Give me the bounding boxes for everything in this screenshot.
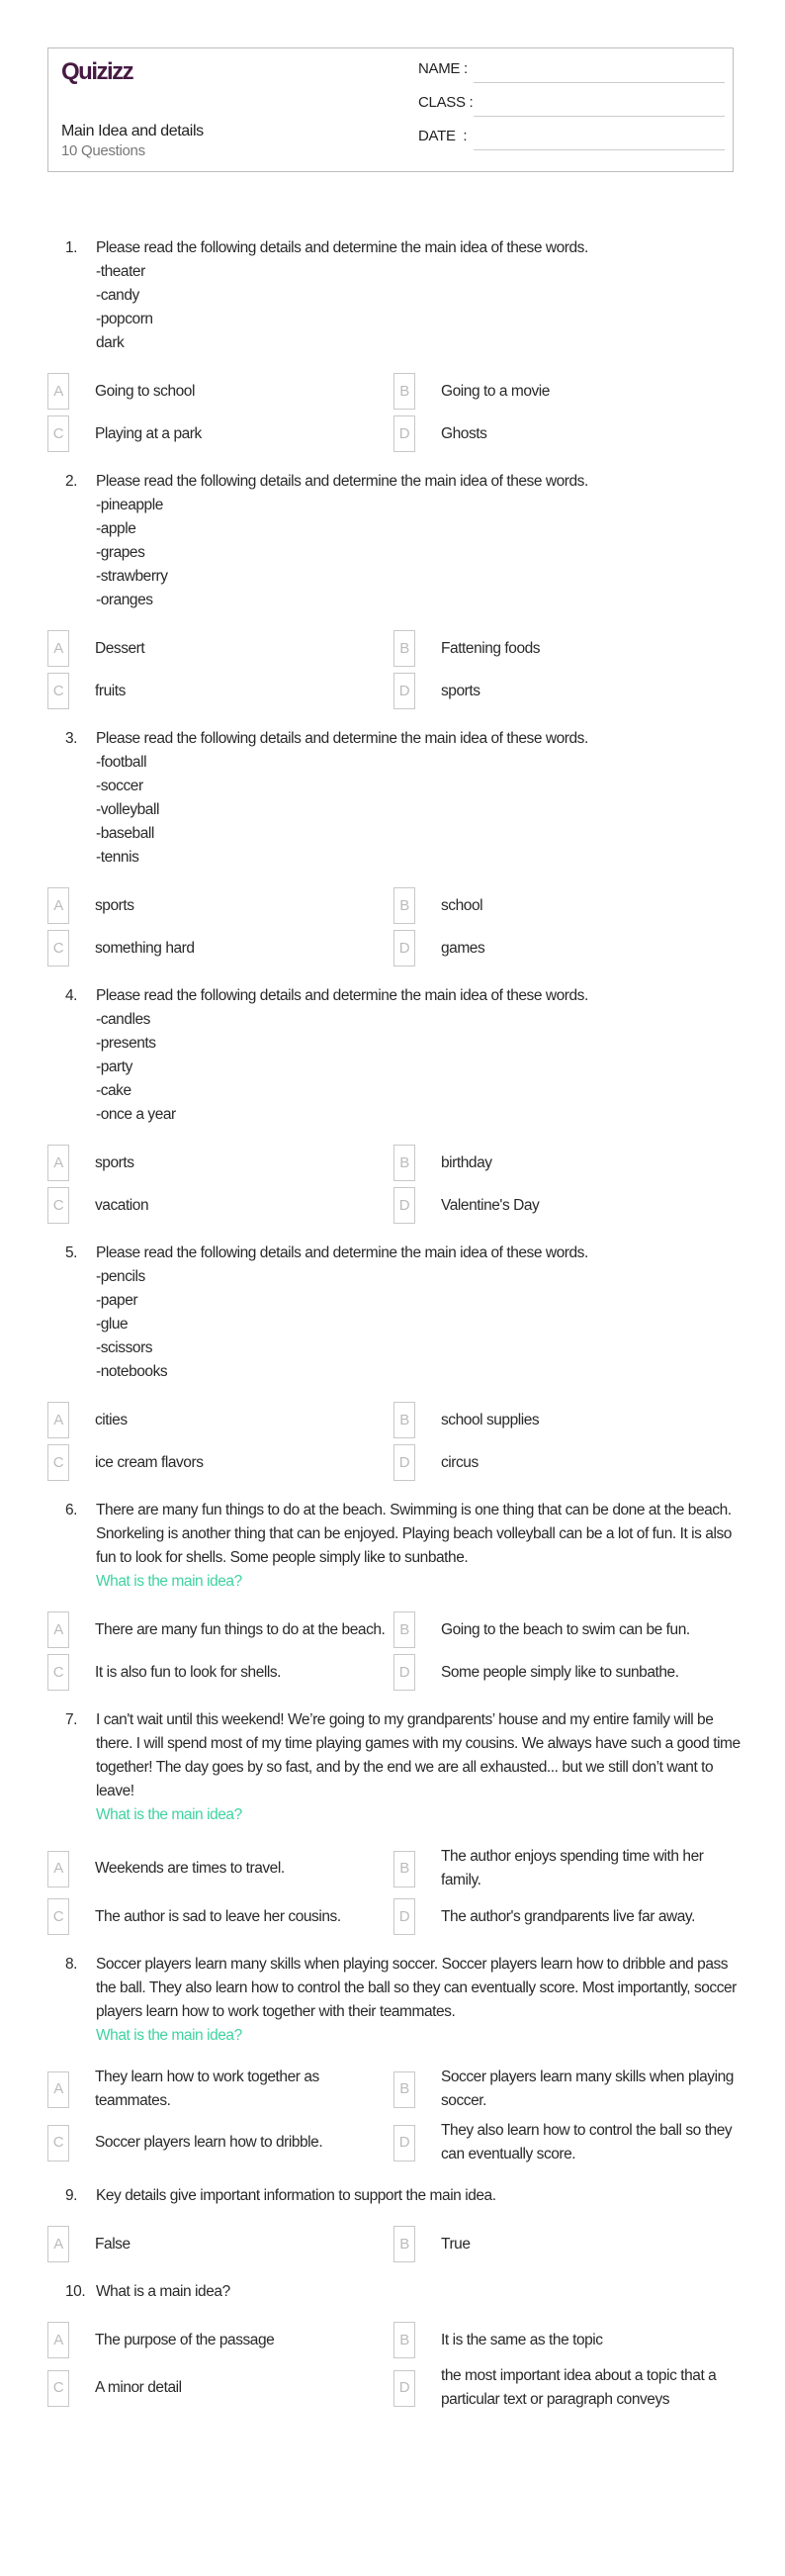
answer-options <box>47 2322 741 2412</box>
option-text: The author is sad to leave her cousins. <box>95 1907 341 1925</box>
answer-option-c[interactable] <box>47 2119 393 2166</box>
option-text: There are many fun things to do at the beach. <box>95 1620 386 1638</box>
option-letter-box[interactable]: C <box>47 1654 69 1691</box>
name-label: NAME : <box>418 60 468 77</box>
option-text: They also learn how to control the ball so they can eventually score. <box>441 2122 733 2162</box>
option-text: Fattening foods <box>441 639 541 657</box>
answer-option-c[interactable] <box>47 930 393 966</box>
option-letter-box[interactable]: C <box>47 1187 69 1224</box>
option-letter-box[interactable]: C <box>47 930 69 966</box>
question-text: Please read the following details and determine the main idea of these words. -pencils -paper -glue -scissors -notebooks <box>96 1244 588 1380</box>
option-letter-box[interactable]: D <box>393 673 415 709</box>
option-text: sports <box>95 1153 134 1171</box>
answer-options <box>47 887 741 966</box>
question-count: 10 Questions <box>61 142 145 159</box>
answer-option-d[interactable] <box>393 1187 741 1224</box>
question-prompt: What is the main idea? <box>96 1806 242 1823</box>
question-body <box>96 2184 741 2208</box>
answer-option-c[interactable] <box>47 1187 393 1224</box>
answer-option-b[interactable] <box>393 2066 741 2113</box>
option-letter-box[interactable]: B <box>393 1402 415 1438</box>
question-number <box>47 470 96 612</box>
option-letter-box[interactable]: D <box>393 415 415 452</box>
question-body <box>96 1953 741 2048</box>
class-line[interactable] <box>474 116 725 117</box>
question <box>47 984 741 1127</box>
option-text: ice cream flavors <box>95 1453 204 1471</box>
question-number-text: 6. <box>65 1502 78 1518</box>
option-text: Some people simply like to sunbathe. <box>441 1663 679 1681</box>
option-letter-box[interactable]: A <box>47 887 69 924</box>
question-body <box>96 1708 741 1827</box>
question-prompt: What is the main idea? <box>96 2027 242 2044</box>
option-letter-box[interactable]: B <box>393 630 415 667</box>
question-number-text: 5. <box>65 1244 78 1261</box>
question-text: Soccer players learn many skills when playing soccer. Soccer players learn how to dribble and pass the ball. They also learn how to control the ball so they can eventually score. Most importantly, soccer players learn how to work together with their teammates. <box>96 1956 737 2020</box>
name-line[interactable] <box>474 82 725 83</box>
question-text: There are many fun things to do at the beach. Swimming is one thing that can be done at the beach. Snorkeling is another thing that can be enjoyed. Playing beach volleyball can be a lot of fun. It is also fun to look for shells. Some people simply like to sunbathe. <box>96 1502 732 1566</box>
answer-option-c[interactable] <box>47 2364 393 2412</box>
question-number <box>47 1242 96 1384</box>
question <box>47 470 741 612</box>
question <box>47 2184 741 2208</box>
option-text: sports <box>441 682 480 699</box>
answer-options <box>47 1611 741 1691</box>
option-letter-box[interactable]: B <box>393 1145 415 1181</box>
date-label: DATE : <box>418 128 468 144</box>
option-letter-box[interactable]: A <box>47 630 69 667</box>
question-number <box>47 2184 96 2208</box>
question-number <box>47 1953 96 2048</box>
answer-option-d[interactable] <box>393 1898 741 1935</box>
answer-option-a[interactable] <box>47 630 393 667</box>
option-letter-box[interactable]: B <box>393 887 415 924</box>
answer-option-a[interactable] <box>47 1145 393 1181</box>
option-letter-box[interactable]: A <box>47 2322 69 2358</box>
option-text: the most important idea about a topic that a particular text or paragraph conveys <box>441 2367 717 2408</box>
answer-option-d[interactable] <box>393 415 741 452</box>
option-letter-box[interactable]: B <box>393 2322 415 2358</box>
question-body <box>96 1242 741 1384</box>
answer-option-a[interactable] <box>47 373 393 410</box>
answer-option-b[interactable] <box>393 630 741 667</box>
option-text: Going to a movie <box>441 382 550 400</box>
question-number <box>47 1499 96 1594</box>
name-field[interactable] <box>418 60 725 82</box>
option-text: False <box>95 2235 131 2253</box>
question-text: I can't wait until this weekend! We’re going to my grandparents’ house and my entire family will be there. I will spend most of my time playing games with my cousins. We always have such a good time together! The day goes by so fast, and by the end we are all exhausted... but we still don’t want to leave! <box>96 1711 741 1799</box>
option-text: Playing at a park <box>95 424 202 442</box>
worksheet-header <box>47 47 734 172</box>
answer-option-c[interactable] <box>47 1898 393 1935</box>
question-number-text: 10. <box>65 2283 86 2300</box>
question-number <box>47 1708 96 1827</box>
question <box>47 1708 741 1827</box>
option-text: birthday <box>441 1153 492 1171</box>
question <box>47 727 741 870</box>
question-body <box>96 984 741 1127</box>
answer-option-c[interactable] <box>47 1444 393 1481</box>
answer-option-d[interactable] <box>393 2364 741 2412</box>
option-text: The author enjoys spending time with her family. <box>441 1848 704 1888</box>
question-text: Please read the following details and determine the main idea of these words. -pineapple -apple -grapes -strawberry -oranges <box>96 473 588 608</box>
question-text: Please read the following details and determine the main idea of these words. -theater -candy -popcorn dark <box>96 239 588 351</box>
question-number <box>47 727 96 870</box>
option-letter-box[interactable]: A <box>47 1611 69 1648</box>
option-letter-box[interactable]: C <box>47 673 69 709</box>
option-text: A minor detail <box>95 2379 182 2396</box>
answer-options <box>47 2066 741 2166</box>
answer-option-b[interactable] <box>393 1402 741 1438</box>
question-number-text: 1. <box>65 239 78 256</box>
option-letter-box[interactable]: D <box>393 930 415 966</box>
question-number-text: 2. <box>65 473 78 490</box>
answer-option-a[interactable] <box>47 1611 393 1648</box>
option-letter-box[interactable]: C <box>47 2125 69 2162</box>
answer-options <box>47 2226 741 2262</box>
option-letter-box[interactable]: A <box>47 2226 69 2262</box>
option-text: It is the same as the topic <box>441 2331 603 2348</box>
option-text: school supplies <box>441 1411 540 1428</box>
answer-option-b[interactable] <box>393 1611 741 1648</box>
answer-option-c[interactable] <box>47 415 393 452</box>
option-text: Dessert <box>95 639 145 657</box>
option-letter-box[interactable]: D <box>393 1654 415 1691</box>
option-letter-box[interactable]: C <box>47 1898 69 1935</box>
answer-options <box>47 1845 741 1935</box>
question <box>47 236 741 355</box>
question-number-text: 8. <box>65 1956 78 1973</box>
answer-option-d[interactable] <box>393 1444 741 1481</box>
option-text: circus <box>441 1453 479 1471</box>
option-letter-box[interactable]: B <box>393 2226 415 2262</box>
question-body <box>96 236 741 355</box>
question-number <box>47 2280 96 2304</box>
answer-option-a[interactable] <box>47 1402 393 1438</box>
answer-option-b[interactable] <box>393 887 741 924</box>
option-text: It is also fun to look for shells. <box>95 1663 282 1681</box>
option-text: sports <box>95 896 134 914</box>
quizizz-logo: Quizizz <box>61 58 133 85</box>
answer-option-a[interactable] <box>47 2066 393 2113</box>
option-letter-box[interactable]: B <box>393 2071 415 2108</box>
answer-option-d[interactable] <box>393 2119 741 2166</box>
option-letter-box[interactable]: D <box>393 1898 415 1935</box>
answer-option-b[interactable] <box>393 2226 741 2262</box>
option-text: They learn how to work together as teammates. <box>95 2069 319 2109</box>
option-text: True <box>441 2235 471 2253</box>
question-number-text: 7. <box>65 1711 78 1728</box>
answer-option-a[interactable] <box>47 2226 393 2262</box>
option-letter-box[interactable]: A <box>47 1402 69 1438</box>
option-letter-box[interactable]: C <box>47 415 69 452</box>
option-letter-box[interactable]: A <box>47 1851 69 1887</box>
answer-option-b[interactable] <box>393 1845 741 1892</box>
option-text: something hard <box>95 939 195 957</box>
question-number <box>47 236 96 355</box>
option-letter-box[interactable]: D <box>393 1187 415 1224</box>
option-text: The author's grandparents live far away. <box>441 1907 695 1925</box>
option-letter-box[interactable]: A <box>47 373 69 410</box>
option-letter-box[interactable]: B <box>393 1851 415 1887</box>
question-text: What is a main idea? <box>96 2283 230 2300</box>
worksheet-title: Main Idea and details <box>61 123 204 139</box>
option-letter-box[interactable]: C <box>47 1444 69 1481</box>
class-field[interactable] <box>418 94 725 116</box>
question-number-text: 9. <box>65 2187 78 2204</box>
question-body <box>96 1499 741 1594</box>
question <box>47 2280 741 2304</box>
option-text: vacation <box>95 1196 149 1214</box>
answer-option-b[interactable] <box>393 1145 741 1181</box>
option-letter-box[interactable]: D <box>393 2125 415 2162</box>
question-number-text: 4. <box>65 987 78 1004</box>
answer-options <box>47 1145 741 1224</box>
option-text: fruits <box>95 682 126 699</box>
option-letter-box[interactable]: A <box>47 2071 69 2108</box>
option-text: Going to school <box>95 382 195 400</box>
option-letter-box[interactable]: B <box>393 1611 415 1648</box>
answer-option-b[interactable] <box>393 373 741 410</box>
answer-options <box>47 1402 741 1481</box>
question-text: Please read the following details and determine the main idea of these words. -candles -presents -party -cake -once a year <box>96 987 588 1123</box>
class-label: CLASS : <box>418 94 474 111</box>
question-body <box>96 470 741 612</box>
option-letter-box[interactable]: D <box>393 2370 415 2407</box>
option-text: games <box>441 939 485 957</box>
option-text: Valentine's Day <box>441 1196 540 1214</box>
option-text: school <box>441 896 483 914</box>
question <box>47 1242 741 1384</box>
answer-option-a[interactable] <box>47 887 393 924</box>
option-text: Ghosts <box>441 424 487 442</box>
question-list <box>47 236 741 2430</box>
option-text: The purpose of the passage <box>95 2331 275 2348</box>
answer-option-c[interactable] <box>47 673 393 709</box>
date-line[interactable] <box>474 149 725 150</box>
answer-option-c[interactable] <box>47 1654 393 1691</box>
answer-option-d[interactable] <box>393 673 741 709</box>
option-letter-box[interactable]: D <box>393 1444 415 1481</box>
question <box>47 1953 741 2048</box>
option-text: Soccer players learn many skills when playing soccer. <box>441 2069 734 2109</box>
answer-option-a[interactable] <box>47 2322 393 2358</box>
answer-option-b[interactable] <box>393 2322 741 2358</box>
question-text: Please read the following details and determine the main idea of these words. -football -soccer -volleyball -baseball -tennis <box>96 730 588 866</box>
question-number-text: 3. <box>65 730 78 747</box>
option-text: Weekends are times to travel. <box>95 1860 285 1877</box>
answer-options <box>47 373 741 452</box>
answer-options <box>47 630 741 709</box>
option-letter-box[interactable]: C <box>47 2370 69 2407</box>
question-prompt: What is the main idea? <box>96 1573 242 1590</box>
option-text: cities <box>95 1411 128 1428</box>
date-field[interactable] <box>418 128 725 149</box>
question-number <box>47 984 96 1127</box>
answer-option-a[interactable] <box>47 1845 393 1892</box>
option-text: Soccer players learn how to dribble. <box>95 2134 323 2151</box>
question-text: Key details give important information to support the main idea. <box>96 2187 496 2204</box>
question <box>47 1499 741 1594</box>
question-body <box>96 2280 741 2304</box>
answer-option-d[interactable] <box>393 1654 741 1691</box>
option-letter-box[interactable]: B <box>393 373 415 410</box>
question-body <box>96 727 741 870</box>
option-text: Going to the beach to swim can be fun. <box>441 1620 690 1638</box>
option-letter-box[interactable]: A <box>47 1145 69 1181</box>
answer-option-d[interactable] <box>393 930 741 966</box>
